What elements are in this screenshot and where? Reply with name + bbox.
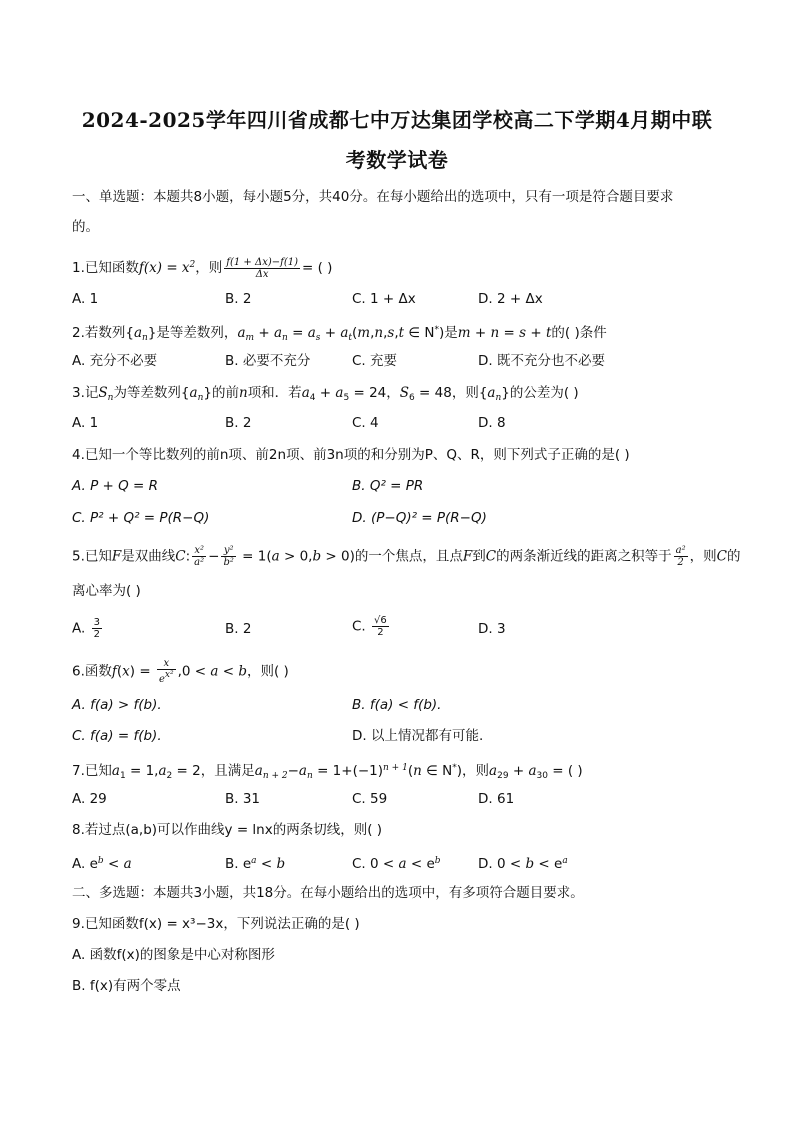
q9-option-b: B. f(x)有两个零点 <box>72 978 181 994</box>
q3-option-d: D. 8 <box>478 415 506 431</box>
question-4: 4.已知一个等比数列的前n项、前2n项、前3n项的和分别为P、Q、R，则下列式子正确的是( ) <box>72 447 630 463</box>
q2-option-d: D. 既不充分也不必要 <box>478 353 605 369</box>
q7-option-c: C. 59 <box>352 791 388 807</box>
q5-option-c: C. $\frac{√6}{2}$ <box>352 615 387 638</box>
question-8: 8.若过点(a,b)可以作曲线y = lnx的两条切线，则( ) <box>72 822 383 838</box>
question-5-cont: 离心率为( ) <box>72 583 141 599</box>
q1-option-a: A. 1 <box>72 291 99 307</box>
question-1: 1.已知函数$f(x) = x^2$，则 $\frac{f(1 + \Delta x)-f(1)}{\Delta x}$ = ( ) <box>72 256 333 280</box>
q6-option-c: C. f(a) = f(b). <box>72 728 162 744</box>
q2-option-b: B. 必要不充分 <box>225 353 311 369</box>
q5-option-d: D. 3 <box>478 621 506 637</box>
question-6: 6.函数f(x) = $\frac{x}{e^{x^2}}$ ,0 < a < b，则( ) <box>72 658 289 685</box>
q7-option-d: D. 61 <box>478 791 515 807</box>
q3-option-b: B. 2 <box>225 415 252 431</box>
question-9: 9.已知函数f(x) = x³−3x，下列说法正确的是( ) <box>72 916 360 932</box>
q9-option-a: A. 函数f(x)的图象是中心对称图形 <box>72 947 275 963</box>
q2-option-c: C. 充要 <box>352 353 398 369</box>
section-multi-choice: 二、多选题：本题共3小题，共18分。在每小题给出的选项中，有多项符合题目要求。 <box>72 885 584 901</box>
q1-option-c: C. 1 + Δx <box>352 291 416 307</box>
q6-option-b: B. f(a) < f(b). <box>352 697 442 713</box>
q6-option-a: A. f(a) > f(b). <box>72 697 162 713</box>
q7-option-a: A. 29 <box>72 791 107 807</box>
q3-option-a: A. 1 <box>72 415 99 431</box>
q1-option-b: B. 2 <box>225 291 252 307</box>
q4-option-c: C. P² + Q² = P(R−Q) <box>72 510 210 526</box>
q8-option-b: B. $e^a < b$ <box>225 856 286 872</box>
q8-option-d: D. $0 < b < e^a$ <box>478 856 568 872</box>
q3-option-c: C. 4 <box>352 415 379 431</box>
question-3: 3.记$S_n$为等差数列$\{a_n\}$的前n项和．若$a_4 + a_5 = 24$，$S_6 = 48$，则$\{a_n\}$的公差为( ) <box>72 385 579 403</box>
q4-option-d: D. (P−Q)² = P(R−Q) <box>352 510 487 526</box>
q7-option-b: B. 31 <box>225 791 261 807</box>
section-single-choice: 一、单选题：本题共8小题，每小题5分，共40分。在每小题给出的选项中，只有一项是符合题目要求 <box>72 189 674 205</box>
question-5: 5.已知F是双曲线C: $\frac{\text{x²}}{\text{a²}}$ − $\frac{\text{y²}}{\text{b²}}$ = 1(a > 0,b > 0)的一个焦点，且点F到C的两条渐近线的距离之积等于 $\frac{\text{a²}}{2}$ ，则C的 <box>72 545 741 568</box>
exam-title-line1: 2024-2025学年四川省成都七中万达集团学校高二下学期4月期中联 <box>81 108 713 132</box>
q6-option-d: D. 以上情况都有可能. <box>352 728 484 744</box>
q8-option-a: A. $e^b < a$ <box>72 856 132 872</box>
q4-option-a: A. P + Q = R <box>72 478 159 494</box>
q5-option-b: B. 2 <box>225 621 252 637</box>
question-7: 7.已知$a_1 = 1,a_2 = 2$，且满足$a_{n + 2}-a_n = 1+(-1)^{n + 1}(n$ ∈ N*)，则$a_{29} + a_{30}$ = ( ) <box>72 763 583 781</box>
q2-option-a: A. 充分不必要 <box>72 353 158 369</box>
q1-option-d: D. 2 + Δx <box>478 291 543 307</box>
section-single-choice-cont: 的。 <box>72 219 99 235</box>
q8-option-c: C. $0 < a < e^b$ <box>352 856 441 872</box>
question-2: 2.若数列$\{a_n\}$是等差数列，$a_m + a_n = a_s + a_t(m,n,s,t$ ∈ N*)是m + n = s + t的( )条件 <box>72 325 607 343</box>
q5-option-a: A. $\frac{3}{2}$ <box>72 617 100 640</box>
exam-title-line2: 考数学试卷 <box>345 148 449 172</box>
q4-option-b: B. Q² = PR <box>352 478 424 494</box>
